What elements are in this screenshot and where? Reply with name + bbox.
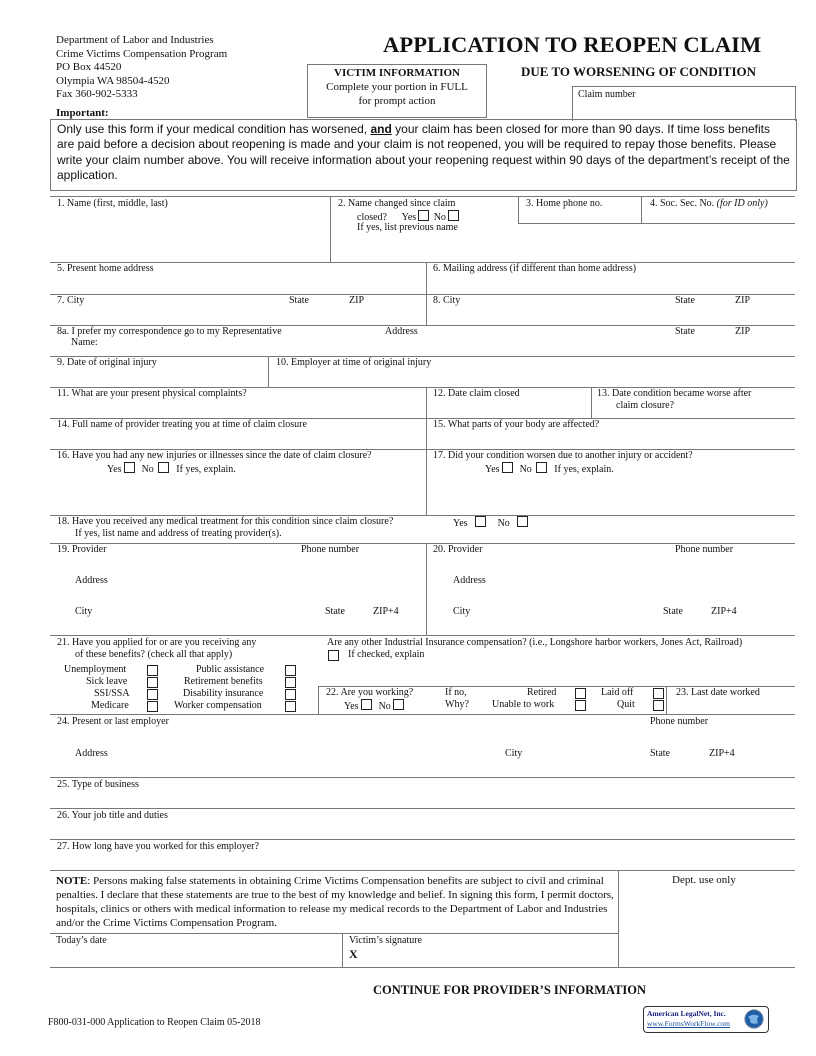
field-6-label: 6. Mailing address (if different than home address) bbox=[433, 263, 637, 274]
worsen-other-no-checkbox[interactable] bbox=[536, 462, 547, 473]
victim-signature-label: Victim’s signature bbox=[349, 935, 422, 946]
badge-company: American LegalNet, Inc. bbox=[647, 1009, 726, 1018]
field-24-zip-label: ZIP+4 bbox=[709, 748, 735, 759]
benefit-ssi-ssa-checkbox[interactable] bbox=[147, 689, 158, 700]
agency-address bbox=[56, 34, 227, 102]
field-5-label: 5. Present home address bbox=[57, 263, 154, 274]
if-yes-explain-label: If yes, explain. bbox=[176, 464, 236, 475]
field-2-previous-name-label: If yes, list previous name bbox=[357, 222, 458, 233]
no-label: No bbox=[378, 701, 391, 712]
todays-date-input[interactable] bbox=[56, 949, 336, 964]
field-22-why-label: Why? bbox=[445, 699, 469, 710]
employer-input[interactable] bbox=[57, 730, 637, 744]
last-date-worked-input[interactable] bbox=[676, 699, 790, 712]
badge-link[interactable]: www.FormsWorkFlow.com bbox=[647, 1019, 731, 1028]
field-1-name-label: 1. Name (first, middle, last) bbox=[57, 198, 168, 209]
field-24-state-label: State bbox=[650, 748, 670, 759]
treatment-yes-checkbox[interactable] bbox=[475, 516, 486, 527]
field-23-label: 23. Last date worked bbox=[676, 687, 760, 698]
home-phone-input[interactable] bbox=[524, 210, 636, 222]
mailing-address-input[interactable] bbox=[433, 277, 791, 291]
agency-line: PO Box 44520 bbox=[56, 61, 122, 73]
victim-info-line: Complete your portion in FULL bbox=[326, 81, 468, 93]
ssn-note: (for ID only) bbox=[716, 198, 768, 209]
city-input[interactable] bbox=[57, 309, 421, 323]
todays-date-label: Today’s date bbox=[56, 935, 107, 946]
yes-label: Yes bbox=[344, 701, 359, 712]
job-title-input[interactable] bbox=[57, 823, 790, 837]
field-13-label-cont: claim closure? bbox=[616, 400, 675, 411]
benefit-medicare-checkbox[interactable] bbox=[147, 701, 158, 712]
agency-line: Olympia WA 98504-4520 bbox=[56, 74, 170, 87]
other-compensation-explain-input[interactable] bbox=[440, 650, 790, 664]
reason-retired-checkbox[interactable] bbox=[575, 688, 586, 699]
worsen-other-yes-checkbox[interactable] bbox=[502, 462, 513, 473]
original-employer-input[interactable] bbox=[276, 371, 791, 385]
representative-name-input[interactable] bbox=[105, 338, 375, 352]
field-18-label: 18. Have you received any medical treatment for this condition since claim closure? bbox=[57, 516, 394, 527]
provider-1-address-input[interactable] bbox=[75, 589, 421, 603]
declaration-note bbox=[56, 874, 616, 930]
reason-quit-label: Quit bbox=[617, 699, 635, 710]
field-11-label: 11. What are your present physical complaints? bbox=[57, 388, 247, 399]
reason-laid-off-checkbox[interactable] bbox=[653, 688, 664, 699]
benefit-sick-leave-label: Sick leave bbox=[86, 676, 128, 687]
victim-info-line: for prompt action bbox=[358, 95, 436, 107]
yes-label: Yes bbox=[453, 518, 468, 529]
name-changed-yes-checkbox[interactable] bbox=[418, 210, 429, 221]
benefit-disability-checkbox[interactable] bbox=[285, 689, 296, 700]
note-text: : Persons making false statements in obtaining Crime Victims Compensation benefits are subject to civil and criminal penalties. I declare that these statements are true to the best of my knowledge and belief. In signing this form, I permit doctors, hospitals, clinics or others with medical information to release my medical records to the Department of Labor and Industries and/or the Crime Victims Compensation Program. bbox=[56, 875, 614, 929]
agency-line: Crime Victims Compensation Program bbox=[56, 47, 228, 60]
field-20-zip-label: ZIP+4 bbox=[711, 606, 737, 617]
other-compensation-checkbox[interactable] bbox=[328, 650, 339, 661]
field-22-label: 22. Are you working? bbox=[326, 687, 414, 698]
victim-info-box bbox=[307, 64, 487, 118]
benefit-unemployment-label: Unemployment bbox=[64, 664, 127, 675]
date-claim-closed-input[interactable] bbox=[433, 402, 587, 416]
reason-laid-off-label: Laid off bbox=[601, 687, 634, 698]
worsen-explain-input[interactable] bbox=[433, 478, 791, 512]
field-8a-state-label: State bbox=[675, 326, 695, 337]
important-emphasis: and bbox=[370, 122, 392, 136]
if-yes-explain-label: If yes, explain. bbox=[554, 464, 614, 475]
agency-line: Fax 360-902-5333 bbox=[56, 88, 138, 100]
yes-label: Yes bbox=[485, 464, 500, 475]
victim-signature-input[interactable] bbox=[362, 949, 612, 964]
field-20-city-label: City bbox=[453, 606, 471, 617]
field-21-label: 21. Have you applied for or are you receiving any bbox=[57, 637, 257, 648]
reason-unable-label: Unable to work bbox=[492, 699, 555, 710]
field-4-ssn-label bbox=[650, 198, 768, 210]
field-20-state-label: State bbox=[663, 606, 683, 617]
dept-use-label: Dept. use only bbox=[672, 874, 736, 886]
provider-1-input[interactable] bbox=[57, 558, 421, 572]
field-3-home-phone-label: 3. Home phone no. bbox=[526, 198, 603, 209]
field-13-label: 13. Date condition became worse after bbox=[597, 388, 752, 399]
benefit-worker-comp-checkbox[interactable] bbox=[285, 701, 296, 712]
benefit-retirement-checkbox[interactable] bbox=[285, 677, 296, 688]
continue-notice: CONTINUE FOR PROVIDER’S INFORMATION bbox=[373, 983, 647, 997]
field-19-address-label: Address bbox=[75, 575, 108, 586]
name-changed-no-checkbox[interactable] bbox=[448, 210, 459, 221]
field-22-if-no-label: If no, bbox=[445, 687, 467, 698]
other-compensation-explain-label: If checked, explain bbox=[348, 649, 425, 660]
field-7-zip-label: ZIP bbox=[349, 295, 364, 306]
field-8-state-label: State bbox=[675, 295, 695, 306]
field-19-state-label: State bbox=[325, 606, 345, 617]
closed-label: closed? bbox=[357, 212, 387, 223]
original-injury-date-input[interactable] bbox=[57, 371, 262, 385]
field-12-label: 12. Date claim closed bbox=[433, 388, 520, 399]
field-2-label: 2. Name changed since claim bbox=[338, 198, 456, 209]
important-text: Only use this form if your medical condition has worsened, bbox=[57, 122, 371, 136]
mailing-city-input[interactable] bbox=[433, 309, 791, 323]
field-17-options bbox=[485, 462, 614, 476]
benefit-ssi-ssa-label: SSI/SSA bbox=[94, 688, 130, 699]
field-8a-name-label: Name: bbox=[71, 337, 98, 348]
field-8a-address-label: Address bbox=[385, 326, 418, 337]
field-19-label: 19. Provider bbox=[57, 544, 107, 555]
field-20-label: 20. Provider bbox=[433, 544, 483, 555]
no-label: No bbox=[519, 464, 532, 475]
benefit-sick-leave-checkbox[interactable] bbox=[147, 677, 158, 688]
physical-complaints-input[interactable] bbox=[57, 402, 421, 416]
important-label: Important: bbox=[56, 107, 109, 119]
benefit-retirement-label: Retirement benefits bbox=[184, 676, 263, 687]
claim-number-label: Claim number bbox=[578, 89, 636, 100]
working-yes-checkbox[interactable] bbox=[361, 699, 372, 710]
benefit-disability-label: Disability insurance bbox=[183, 688, 264, 699]
working-no-checkbox[interactable] bbox=[393, 699, 404, 710]
field-24-label: 24. Present or last employer bbox=[57, 716, 169, 727]
field-21-label-cont: of these benefits? (check all that apply) bbox=[75, 649, 233, 660]
field-9-label: 9. Date of original injury bbox=[57, 357, 157, 368]
provider-2-input[interactable] bbox=[433, 558, 791, 572]
provider-2-city-input[interactable] bbox=[453, 619, 791, 633]
benefit-unemployment-checkbox[interactable] bbox=[147, 665, 158, 676]
yes-label: Yes bbox=[401, 212, 417, 223]
ssn-label: 4. Soc. Sec. No. bbox=[650, 198, 715, 209]
name-input[interactable] bbox=[57, 214, 325, 258]
no-label: No bbox=[141, 464, 154, 475]
field-8a-label: 8a. I prefer my correspondence go to my Representative bbox=[57, 326, 282, 337]
field-22-options bbox=[344, 699, 406, 713]
provider-at-closure-input[interactable] bbox=[57, 433, 421, 447]
provider-1-city-input[interactable] bbox=[75, 619, 421, 633]
employer-address-input[interactable] bbox=[75, 761, 495, 775]
field-27-label: 27. How long have you worked for this employer? bbox=[57, 841, 259, 852]
field-16-label: 16. Have you had any new injuries or illnesses since the date of claim closure? bbox=[57, 450, 372, 461]
reason-retired-label: Retired bbox=[527, 687, 557, 698]
field-24-city-label: City bbox=[505, 748, 523, 759]
no-label: No bbox=[497, 518, 510, 529]
field-7-state-label: State bbox=[289, 295, 309, 306]
new-injuries-yes-checkbox[interactable] bbox=[124, 462, 135, 473]
important-notice bbox=[50, 119, 797, 191]
type-of-business-input[interactable] bbox=[57, 792, 790, 806]
new-injuries-explain-input[interactable] bbox=[57, 478, 421, 512]
field-10-label: 10. Employer at time of original injury bbox=[276, 357, 432, 368]
globe-icon bbox=[744, 1009, 764, 1029]
field-20-phone-label: Phone number bbox=[675, 544, 734, 555]
form-id: F800-031-000 Application to Reopen Claim 05-2018 bbox=[48, 1017, 261, 1028]
benefit-public-assistance-label: Public assistance bbox=[196, 664, 265, 675]
other-compensation-label: Are any other Industrial Insurance compensation? (i.e., Longshore harbor workers, Jones Act, Railroad) bbox=[327, 637, 743, 648]
no-label: No bbox=[433, 212, 446, 223]
signature-mark: X bbox=[349, 947, 358, 961]
field-8a-zip-label: ZIP bbox=[735, 326, 750, 337]
field-19-phone-label: Phone number bbox=[301, 544, 360, 555]
note-label: NOTE bbox=[56, 875, 88, 887]
field-18-label-cont: If yes, list name and address of treating provider(s). bbox=[75, 528, 282, 539]
employment-duration-input[interactable] bbox=[57, 854, 790, 868]
benefit-medicare-label: Medicare bbox=[91, 700, 129, 711]
body-parts-affected-input[interactable] bbox=[433, 433, 791, 447]
reason-unable-checkbox[interactable] bbox=[575, 700, 586, 711]
home-address-input[interactable] bbox=[57, 277, 421, 291]
field-26-label: 26. Your job title and duties bbox=[57, 810, 168, 821]
benefit-worker-comp-label: Worker compensation bbox=[174, 700, 262, 711]
new-injuries-no-checkbox[interactable] bbox=[158, 462, 169, 473]
legalnet-badge[interactable] bbox=[643, 1006, 769, 1033]
field-19-zip-label: ZIP+4 bbox=[373, 606, 399, 617]
field-24-phone-label: Phone number bbox=[650, 716, 709, 727]
field-18-options bbox=[453, 516, 530, 530]
field-25-label: 25. Type of business bbox=[57, 779, 139, 790]
field-14-label: 14. Full name of provider treating you at time of claim closure bbox=[57, 419, 307, 430]
claim-number-box[interactable] bbox=[572, 86, 796, 121]
benefit-public-assistance-checkbox[interactable] bbox=[285, 665, 296, 676]
field-20-address-label: Address bbox=[453, 575, 486, 586]
treatment-no-checkbox[interactable] bbox=[517, 516, 528, 527]
form-subtitle: DUE TO WORSENING OF CONDITION bbox=[521, 64, 757, 79]
agency-line: Department of Labor and Industries bbox=[56, 34, 214, 46]
field-7-label: 7. City bbox=[57, 295, 85, 306]
reason-quit-checkbox[interactable] bbox=[653, 700, 664, 711]
ssn-input[interactable] bbox=[648, 210, 790, 222]
field-19-city-label: City bbox=[75, 606, 93, 617]
provider-2-address-input[interactable] bbox=[453, 589, 791, 603]
field-8-label: 8. City bbox=[433, 295, 461, 306]
field-16-options bbox=[107, 462, 236, 476]
yes-label: Yes bbox=[107, 464, 122, 475]
field-17-label: 17. Did your condition worsen due to another injury or accident? bbox=[433, 450, 693, 461]
field-15-label: 15. What parts of your body are affected? bbox=[433, 419, 600, 430]
important-text: your claim has been closed for more than 90 days. If time loss benefits are paid before a decision about reopening is made and your claim is not reopened, you will be required to repay those benefits. Please write your claim number above. You will receive information about your reopening request within 90 days of the department’s receipt of the application. bbox=[57, 122, 790, 183]
field-24-address-label: Address bbox=[75, 748, 108, 759]
victim-info-title: VICTIM INFORMATION bbox=[334, 67, 460, 79]
form-title: APPLICATION TO REOPEN CLAIM bbox=[383, 32, 762, 57]
field-8-zip-label: ZIP bbox=[735, 295, 750, 306]
